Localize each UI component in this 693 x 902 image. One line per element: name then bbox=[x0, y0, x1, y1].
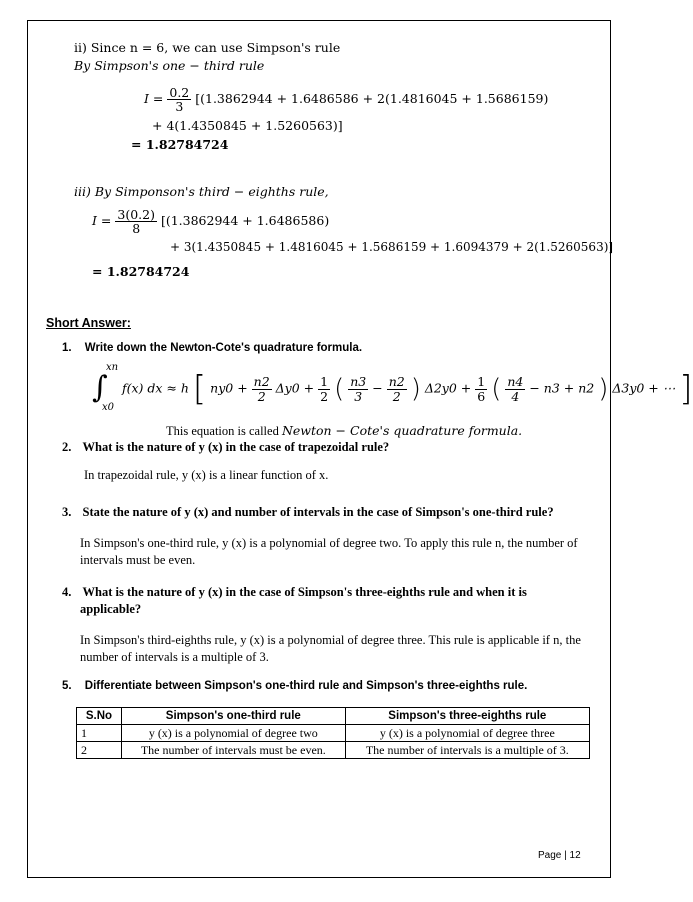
numerator: 1 bbox=[477, 374, 486, 390]
question-text: Write down the Newton-Cote's quadrature formula. bbox=[84, 342, 363, 354]
section-iii-result: = 1.82784724 bbox=[92, 264, 190, 279]
fraction-n3-over-3 bbox=[348, 375, 368, 402]
section-ii-equation-line2: + 4(1.4350845 + 1.5260563)] bbox=[152, 118, 343, 133]
comparison-table bbox=[76, 707, 590, 759]
fraction-denominator: 8 bbox=[132, 221, 141, 237]
question-5 bbox=[62, 680, 527, 692]
lower-limit: x0 bbox=[102, 402, 115, 413]
answer-4-line1: In Simpson's third-eighths rule, y (x) is a polynomial of degree three. This rule is applicable if n, the bbox=[80, 633, 581, 647]
left-paren: ( bbox=[334, 374, 345, 404]
right-bracket: ] bbox=[679, 369, 693, 409]
table-cell: The number of intervals is a multiple of 3. bbox=[345, 742, 589, 759]
answer-2: In trapezoidal rule, y (x) is a linear function of x. bbox=[84, 468, 329, 482]
table-header-row bbox=[77, 708, 590, 725]
denominator: 2 bbox=[320, 388, 329, 404]
table-cell: y (x) is a polynomial of degree three bbox=[345, 725, 589, 742]
table-cell: y (x) is a polynomial of degree two bbox=[122, 725, 346, 742]
table-row bbox=[77, 742, 590, 759]
section-ii-method: By Simpson's one − third rule bbox=[74, 58, 265, 73]
column-header: Simpson's three-eighths rule bbox=[345, 708, 589, 725]
denominator: 3 bbox=[354, 388, 363, 404]
short-answer-heading: Short Answer: bbox=[46, 316, 131, 330]
right-paren: ) bbox=[598, 374, 609, 404]
question-number: 2. bbox=[62, 440, 72, 454]
question-number: 3. bbox=[62, 505, 72, 519]
question-2 bbox=[62, 440, 389, 455]
table-row bbox=[77, 725, 590, 742]
left-paren: ( bbox=[491, 374, 502, 404]
fraction-denominator: 3 bbox=[175, 99, 184, 115]
question-4 bbox=[62, 585, 527, 600]
numerator: n2 bbox=[388, 374, 405, 390]
term-delta2-y0: Δ2y0 + bbox=[424, 380, 472, 396]
section-iii-method: iii) By Simponson's third − eighths rule, bbox=[74, 184, 329, 199]
answer-4-line2: number of intervals is a multiple of 3. bbox=[80, 650, 269, 664]
question-1 bbox=[62, 342, 362, 354]
i-label: I = bbox=[144, 91, 164, 107]
column-header: Simpson's one-third rule bbox=[122, 708, 346, 725]
fraction-numerator: 3(0.2) bbox=[117, 207, 155, 222]
term-delta-y0: Δy0 + bbox=[275, 380, 315, 396]
question-4-line2: applicable? bbox=[80, 602, 142, 616]
integrand: f(x) dx ≈ h bbox=[121, 380, 189, 396]
table-cell: 2 bbox=[77, 742, 122, 759]
question-text: What is the nature of y (x) in the case of trapezoidal rule? bbox=[82, 440, 390, 454]
term-ny0: ny0 + bbox=[210, 380, 248, 396]
formula-note bbox=[166, 423, 522, 439]
section-ii-intro: ii) Since n = 6, we can use Simpson's rule bbox=[74, 40, 341, 55]
question-number: 1. bbox=[62, 342, 72, 354]
fraction bbox=[167, 86, 191, 113]
numerator: n4 bbox=[507, 374, 524, 390]
question-text: State the nature of y (x) and number of intervals in the case of Simpson's one-third rule? bbox=[82, 505, 554, 519]
note-prefix: This equation is called bbox=[166, 424, 279, 438]
fraction-one-half bbox=[318, 375, 330, 402]
section-iii-equation-line1 bbox=[92, 208, 329, 235]
question-3 bbox=[62, 505, 554, 520]
fraction bbox=[115, 208, 157, 235]
numerator: n2 bbox=[253, 374, 270, 390]
denominator: 4 bbox=[511, 388, 520, 404]
left-bracket: [ bbox=[192, 369, 207, 409]
note-formula: Newton − Cote's quadrature formula. bbox=[281, 423, 523, 438]
numerator: n3 bbox=[350, 374, 367, 390]
fraction-n2-over-2 bbox=[252, 375, 272, 402]
question-number: 5. bbox=[62, 680, 72, 692]
newton-cotes-formula bbox=[92, 364, 693, 416]
integral-sign: ∫ xn x0 bbox=[92, 362, 119, 413]
question-text: Differentiate between Simpson's one-third rule and Simpson's three-eighths rule. bbox=[84, 680, 528, 692]
table-cell: 1 bbox=[77, 725, 122, 742]
table-cell: The number of intervals must be even. bbox=[122, 742, 346, 759]
right-paren: ) bbox=[410, 374, 421, 404]
equation-terms: [(1.3862944 + 1.6486586 + 2(1.4816045 + 1.5686159) bbox=[195, 91, 549, 107]
fraction-n4-over-4 bbox=[505, 375, 525, 402]
term-delta3-y0: Δ3y0 + ⋯ bbox=[612, 380, 676, 396]
section-ii-equation-line1 bbox=[144, 86, 548, 113]
fraction-one-sixth bbox=[475, 375, 487, 402]
upper-limit: xn bbox=[106, 362, 119, 373]
section-ii-result: = 1.82784724 bbox=[131, 137, 229, 152]
column-header: S.No bbox=[77, 708, 122, 725]
inner-terms: − n3 + n2 bbox=[529, 380, 595, 396]
equation-terms: [(1.3862944 + 1.6486586) bbox=[160, 213, 330, 229]
denominator: 2 bbox=[392, 388, 401, 404]
section-iii-equation-line2: + 3(1.4350845 + 1.4816045 + 1.5686159 + 1.6094379 + 2(1.5260563)] bbox=[170, 240, 614, 254]
fraction-numerator: 0.2 bbox=[169, 85, 190, 100]
question-number: 4. bbox=[62, 585, 72, 599]
denominator: 6 bbox=[477, 388, 486, 404]
answer-3: In Simpson's one-third rule, y (x) is a polynomial of degree two. To apply this rule n, the number of intervals must be even. bbox=[80, 536, 578, 567]
numerator: 1 bbox=[320, 374, 329, 390]
question-text-line1: What is the nature of y (x) in the case of Simpson's three-eighths rule and when it is bbox=[82, 585, 527, 599]
page-number: Page | 12 bbox=[538, 850, 581, 861]
denominator: 2 bbox=[257, 388, 266, 404]
minus-sign: − bbox=[372, 380, 383, 396]
i-label: I = bbox=[92, 213, 112, 229]
fraction-n2-over-2b bbox=[387, 375, 407, 402]
